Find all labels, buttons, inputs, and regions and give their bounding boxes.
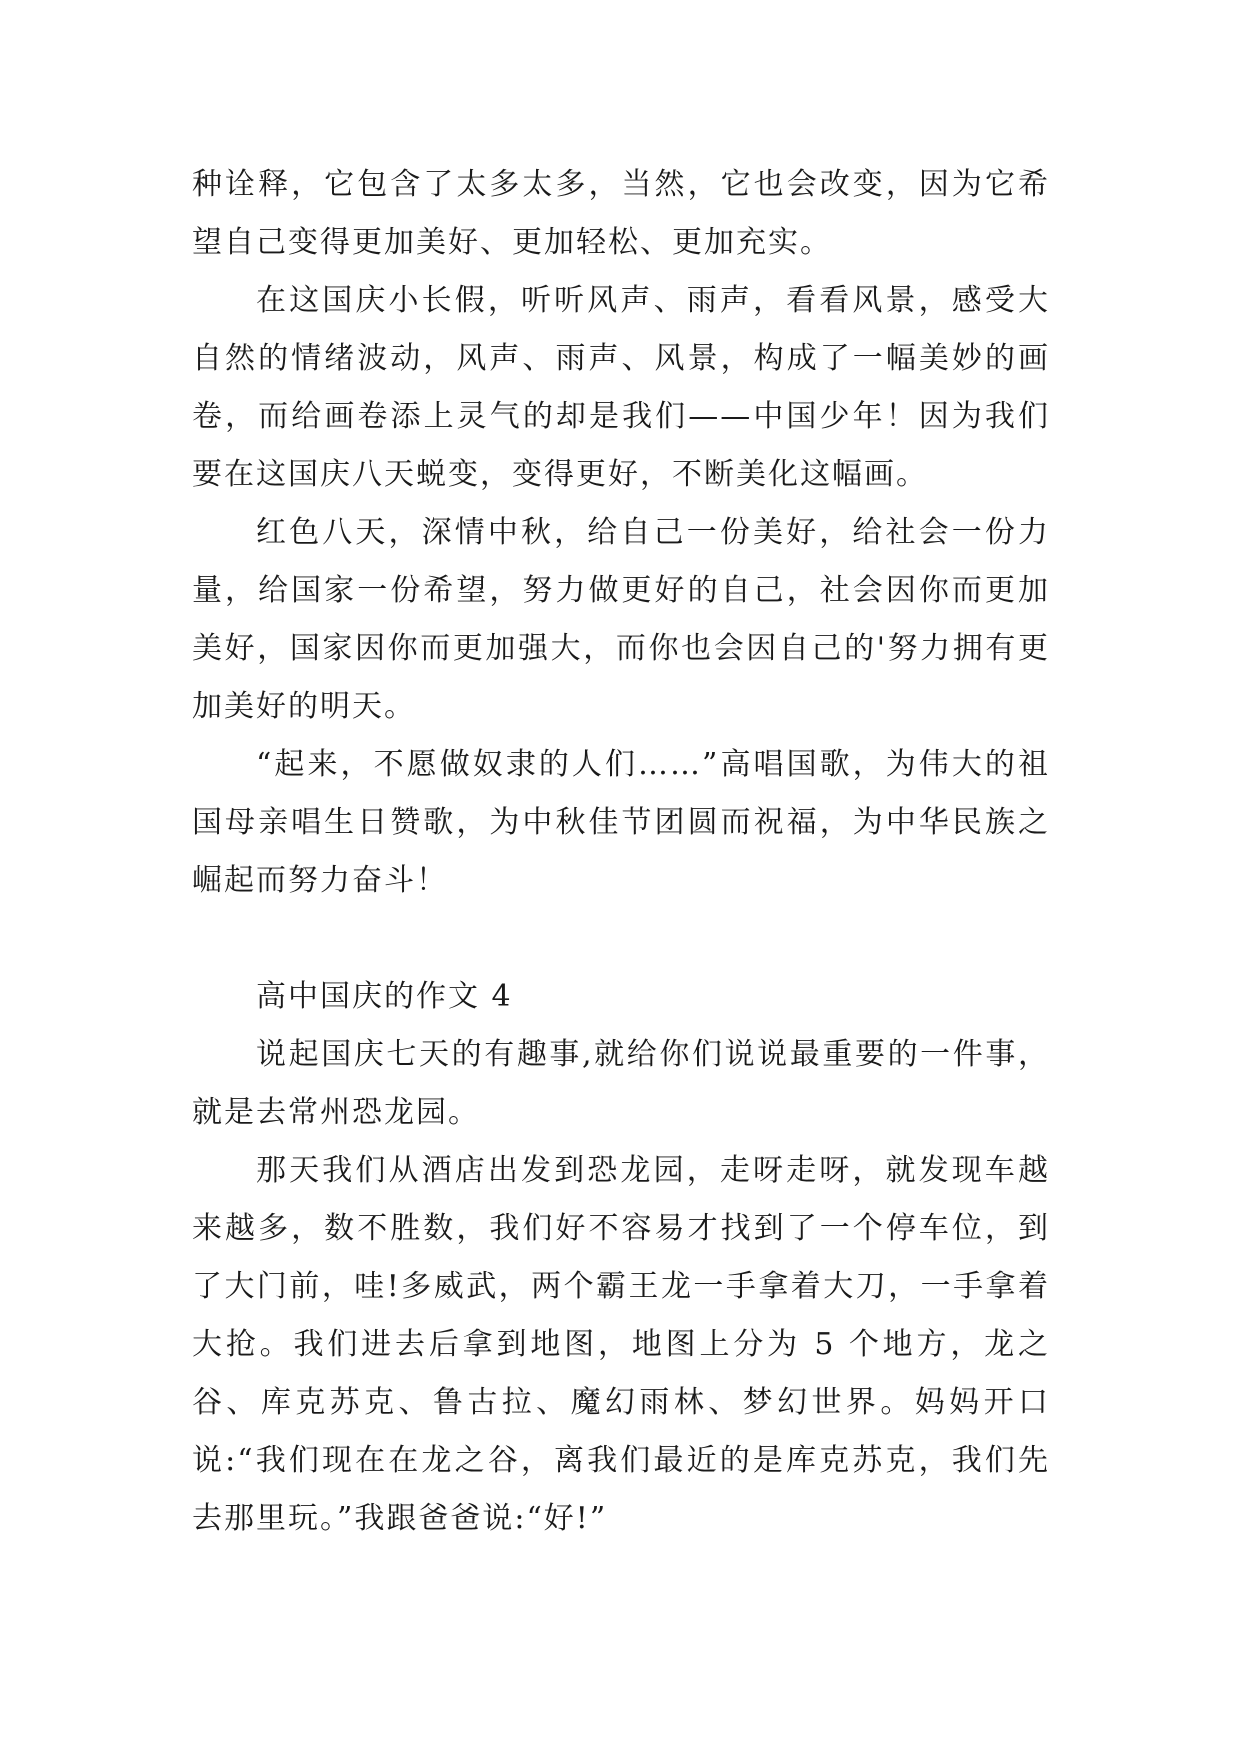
paragraph-3: 红色八天，深情中秋，给自己一份美好，给社会一份力量，给国家一份希望，努力做更好的自己，社会因你而更加美好，国家因你而更加强大，而你也会因自己的'努力拥有更加美好的明天。 xyxy=(192,515,1050,724)
paragraph-2: 在这国庆小长假，听听风声、雨声，看看风景，感受大自然的情绪波动，风声、雨声、风景，构成了一幅美妙的画卷，而给画卷添上灵气的却是我们——中国少年！因为我们要在这国庆八天蜕变，变得更好，不断美化这幅画。 xyxy=(192,283,1050,492)
paragraph-6: 那天我们从酒店出发到恐龙园，走呀走呀，就发现车越来越多，数不胜数，我们好不容易才找到了一个停车位，到了大门前，哇!多威武，两个霸王龙一手拿着大刀，一手拿着大抢。我们进去后拿到地图，地图上分为 5 个地方，龙之谷、库克苏克、鲁古拉、魔幻雨林、梦幻世界。妈妈开口说:“我们现在在龙之谷，离我们最近的是库克苏克，我们先去那里玩。”我跟爸爸说:“好!” xyxy=(192,1153,1050,1536)
section-spacer xyxy=(192,910,1050,968)
paragraph-1: 种诠释，它包含了太多太多，当然，它也会改变，因为它希望自己变得更加美好、更加轻松、更加充实。 xyxy=(192,167,1050,260)
paragraph-5: 说起国庆七天的有趣事,就给你们说说最重要的一件事，就是去常州恐龙园。 xyxy=(192,1037,1050,1130)
section-heading: 高中国庆的作文 4 xyxy=(256,979,513,1014)
document-body xyxy=(192,156,1050,1548)
paragraph-4: “起来，不愿做奴隶的人们……”高唱国歌，为伟大的祖国母亲唱生日赞歌，为中秋佳节团圆而祝福，为中华民族之崛起而努力奋斗！ xyxy=(192,747,1050,898)
